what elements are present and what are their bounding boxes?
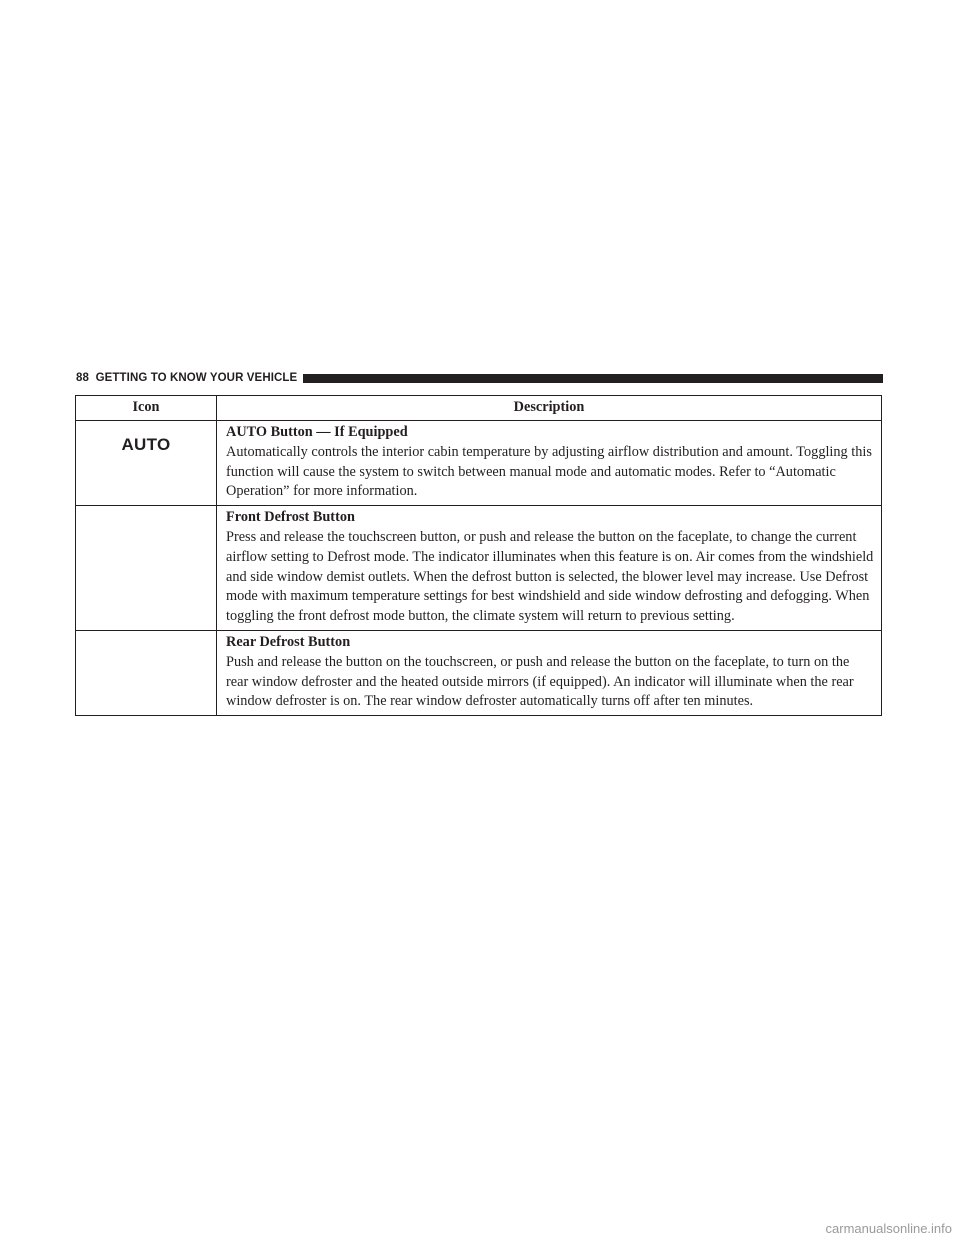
page-header-label [76, 372, 297, 384]
footer-watermark: carmanualsonline.info [825, 1221, 952, 1236]
column-header-description: Description [217, 396, 882, 421]
table-row-rear-defrost [76, 630, 882, 715]
row-title: Front Defrost Button [226, 509, 355, 526]
icon-cell [76, 421, 217, 506]
table-row-auto [76, 421, 882, 506]
description-cell [217, 506, 882, 631]
table-header-row [76, 396, 882, 421]
column-header-icon: Icon [76, 396, 217, 421]
description-cell [217, 630, 882, 715]
row-text: Automatically controls the interior cabin temperature by adjusting airflow distribution and amount. Toggling this function will cause the system to switch between manual mode and automatic modes. Refer to “Automatic Operation” for more information. [226, 443, 872, 500]
rear-defrost-icon [76, 630, 217, 715]
row-title: Rear Defrost Button [226, 633, 351, 650]
row-text: Push and release the button on the touchscreen, or push and release the button on the faceplate, to turn on the rear window defroster and the heated outside mirrors (if equipped). An indicator will illuminate when the rear window defroster is on. The rear window defroster automatically turns off after ten minutes. [226, 653, 854, 710]
page-number: 88 [76, 372, 89, 384]
climate-controls-table [75, 395, 882, 716]
row-title: AUTO Button — If Equipped [226, 424, 408, 440]
page-header [76, 370, 883, 386]
table-row-front-defrost [76, 506, 882, 631]
front-defrost-icon [76, 506, 217, 631]
auto-icon: AUTO [121, 435, 171, 454]
header-rule [303, 374, 883, 383]
description-cell [217, 421, 882, 506]
row-text: Press and release the touchscreen button, or push and release the button on the faceplate, to change the current airflow setting to Defrost mode. The indicator illuminates when this feature is on. Air comes from the windshield and side window demist outlets. When the defrost button is selected, the blower level may increase. Use Defrost mode with maximum temperature settings for best windshield and side window defrosting and defogging. When toggling the front defrost mode button, the climate system will return to previous setting. [226, 528, 874, 625]
section-title: GETTING TO KNOW YOUR VEHICLE [95, 372, 298, 384]
